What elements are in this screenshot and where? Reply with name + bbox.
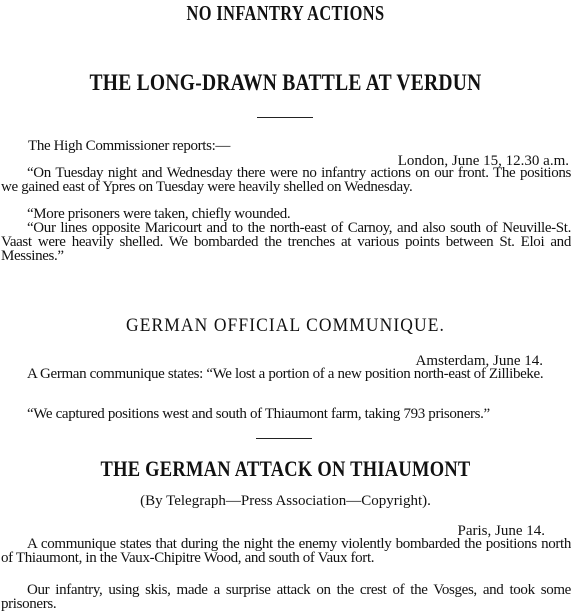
section3-byline: (By Telegraph—Press Association—Copyright).: [140, 493, 431, 509]
section3-paragraph-1: A communique states that during the night the enemy violently bombarded the positions north of Thiaumont, in the Vaux-Chipitre Wood, and south of Vaux fort.: [1, 536, 571, 566]
section1-intro: The High Commissioner reports:—: [28, 138, 231, 154]
section1-paragraph-2: “More prisoners were taken, chiefly wounded.: [27, 206, 291, 222]
section1-paragraph-1: “On Tuesday night and Wednesday there were no infantry actions on our front. The positions we gained east of Ypres on Tuesday were heavily shelled on Wednesday.: [1, 165, 571, 195]
top-heading: NO INFANTRY ACTIONS: [186, 1, 385, 25]
section2-dateline: Amsterdam, June 14.: [415, 353, 543, 369]
section1-rule: [257, 117, 313, 118]
section3-title: THE GERMAN ATTACK ON THIAUMONT: [100, 456, 471, 481]
section1-title: THE LONG-DRAWN BATTLE AT VERDUN: [89, 70, 482, 95]
section3-paragraph-2: Our infantry, using skis, made a surprise attack on the crest of the Vosges, and took some prisoners.: [1, 582, 571, 612]
section2-paragraph-1: A German communique states: “We lost a portion of a new position north-east of Zillibeke.: [27, 366, 544, 382]
section1-dateline: London, June 15, 12.30 a.m.: [397, 153, 569, 169]
section3-dateline: Paris, June 14.: [457, 523, 545, 539]
section1-paragraph-3: “Our lines opposite Maricourt and to the north-east of Carnoy, and also south of Neuville-St. Vaast were heavily shelled. We bombarded the trenches at various points between St. Eloi and Messines.”: [1, 220, 571, 264]
section2-paragraph-2: “We captured positions west and south of Thiaumont farm, taking 793 prisoners.”: [27, 406, 490, 422]
section2-rule: [256, 438, 312, 439]
section2-title: GERMAN OFFICIAL COMMUNIQUE.: [125, 315, 446, 336]
